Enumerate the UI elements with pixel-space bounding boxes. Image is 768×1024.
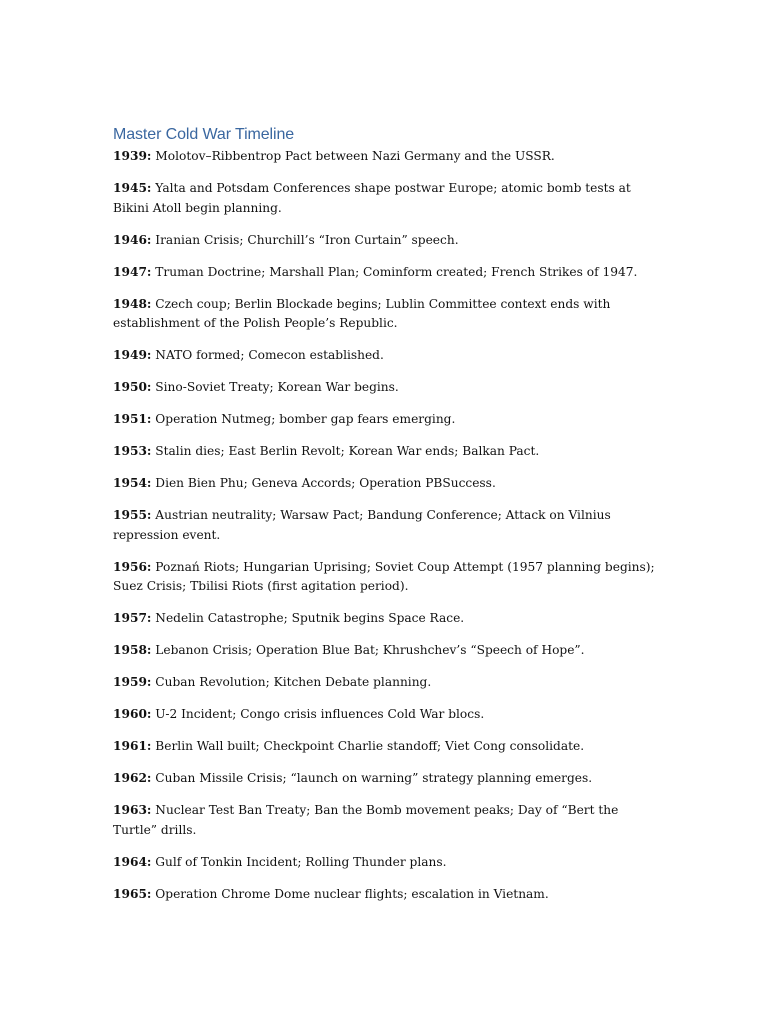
timeline-event-text: Stalin dies; East Berlin Revolt; Korean War ends; Balkan Pact.: [155, 444, 540, 458]
timeline-year: 1955:: [113, 508, 152, 522]
timeline-year: 1954:: [113, 476, 152, 490]
timeline-event-text: NATO formed; Comecon established.: [155, 348, 384, 362]
timeline-year: 1964:: [113, 854, 152, 869]
timeline-event-text: Cuban Missile Crisis; “launch on warning” strategy planning emerges.: [155, 771, 593, 785]
timeline-entry: [113, 378, 661, 398]
timeline-entry: [113, 609, 661, 629]
timeline-event-text: Nedelin Catastrophe; Sputnik begins Space Race.: [155, 611, 465, 625]
timeline-entry: [113, 179, 661, 218]
timeline-year: 1961:: [113, 739, 152, 753]
timeline-entry: [113, 801, 661, 840]
timeline-year: 1959:: [113, 675, 152, 689]
timeline-year: 1950:: [113, 380, 152, 394]
timeline-entry: [113, 474, 661, 494]
timeline-event-text: Sino-Soviet Treaty; Korean War begins.: [155, 380, 399, 394]
timeline-year: 1953:: [113, 444, 152, 458]
timeline-year: 1949:: [113, 348, 152, 362]
timeline-event-text: Berlin Wall built; Checkpoint Charlie standoff; Viet Cong consolidate.: [155, 739, 585, 753]
timeline-event-text: Poznań Riots; Hungarian Uprising; Soviet Coup Attempt (1957 planning begins); Suez Crisis; Tbilisi Riots (first agitation period).: [113, 559, 655, 593]
timeline-year: 1946:: [113, 232, 152, 247]
timeline-entry: [113, 673, 661, 693]
page-title: Master Cold War Timeline: [113, 126, 295, 143]
timeline-list: [113, 147, 661, 904]
timeline-entry: [113, 885, 661, 905]
timeline-event-text: Operation Nutmeg; bomber gap fears emerging.: [155, 412, 456, 426]
timeline-entry: [113, 231, 661, 251]
timeline-year: 1948:: [113, 296, 152, 311]
timeline-entry: [113, 506, 661, 545]
timeline-event-text: Iranian Crisis; Churchill’s “Iron Curtain” speech.: [155, 232, 459, 247]
timeline-entry: [113, 295, 661, 334]
timeline-event-text: Lebanon Crisis; Operation Blue Bat; Khrushchev’s “Speech of Hope”.: [155, 643, 585, 657]
timeline-entry: [113, 705, 661, 725]
timeline-event-text: Austrian neutrality; Warsaw Pact; Bandung Conference; Attack on Vilnius repression event.: [113, 508, 611, 542]
timeline-year: 1951:: [113, 412, 152, 426]
timeline-year: 1958:: [113, 643, 152, 657]
timeline-entry: [113, 410, 661, 430]
timeline-event-text: Gulf of Tonkin Incident; Rolling Thunder plans.: [155, 854, 447, 869]
timeline-year: 1947:: [113, 264, 152, 279]
timeline-event-text: Nuclear Test Ban Treaty; Ban the Bomb movement peaks; Day of “Bert the Turtle” drills.: [113, 803, 619, 837]
timeline-year: 1956:: [113, 559, 152, 574]
timeline-event-text: Cuban Revolution; Kitchen Debate planning.: [155, 675, 432, 689]
timeline-entry: [113, 641, 661, 661]
timeline-event-text: Czech coup; Berlin Blockade begins; Lublin Committee context ends with establishment of the Polish People’s Republic.: [113, 296, 611, 330]
timeline-event-text: Yalta and Potsdam Conferences shape postwar Europe; atomic bomb tests at Bikini Atoll begin planning.: [113, 181, 631, 215]
timeline-event-text: Operation Chrome Dome nuclear flights; escalation in Vietnam.: [155, 886, 549, 901]
timeline-entry: [113, 558, 661, 597]
timeline-entry: [113, 263, 661, 283]
timeline-entry: [113, 853, 661, 873]
timeline-year: 1957:: [113, 611, 152, 625]
timeline-entry: [113, 737, 661, 757]
timeline-event-text: U-2 Incident; Congo crisis influences Cold War blocs.: [155, 707, 485, 721]
timeline-year: 1939:: [113, 149, 152, 163]
timeline-year: 1962:: [113, 771, 152, 785]
timeline-event-text: Truman Doctrine; Marshall Plan; Cominform created; French Strikes of 1947.: [155, 264, 638, 279]
timeline-year: 1945:: [113, 181, 152, 195]
document-body: [113, 124, 661, 917]
timeline-year: 1965:: [113, 886, 152, 901]
timeline-year: 1960:: [113, 707, 152, 721]
timeline-entry: [113, 147, 661, 167]
timeline-entry: [113, 346, 661, 366]
timeline-event-text: Molotov–Ribbentrop Pact between Nazi Germany and the USSR.: [155, 149, 555, 163]
timeline-event-text: Dien Bien Phu; Geneva Accords; Operation PBSuccess.: [155, 476, 496, 490]
timeline-entry: [113, 769, 661, 789]
timeline-entry: [113, 442, 661, 462]
timeline-year: 1963:: [113, 803, 152, 817]
